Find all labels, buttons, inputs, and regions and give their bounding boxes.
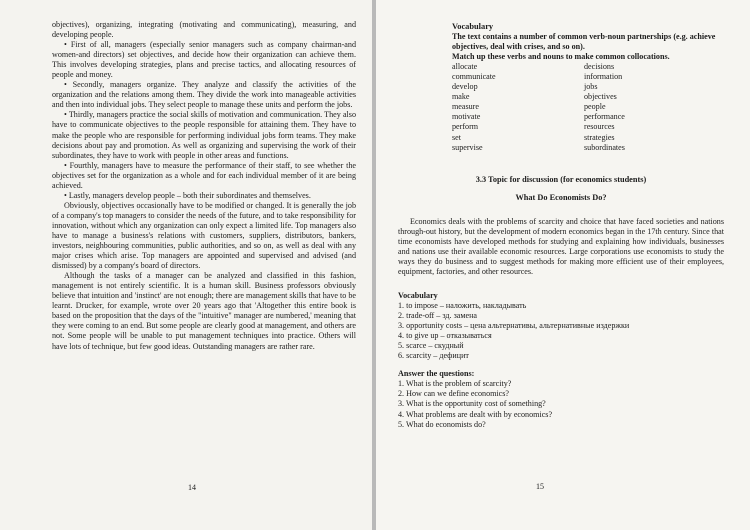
page-number-right: 15: [536, 481, 544, 491]
task-instruction-2: Match up these verbs and nouns to make common collocations.: [452, 52, 670, 62]
noun-item: jobs: [584, 82, 598, 92]
left-page-text: [52, 20, 356, 352]
question-item: 1. What is the problem of scarcity?: [398, 379, 512, 389]
noun-item: people: [584, 102, 606, 112]
noun-item: strategies: [584, 132, 615, 142]
noun-item: objectives: [584, 92, 617, 102]
verb-item: set: [452, 132, 461, 142]
verb-list: [452, 62, 584, 152]
right-page: [376, 0, 750, 530]
vocabulary-item: 6. scarcity – дефицит: [398, 351, 469, 361]
vocabulary-item: 4. to give up – отказываться: [398, 331, 492, 341]
vocabulary-item: 5. scarce – скудный: [398, 341, 464, 351]
verb-item: supervise: [452, 142, 483, 152]
noun-item: information: [584, 72, 623, 82]
paragraph: Obviously, objectives occasionally have to be modified or changed. It is generally the job of a company's top managers to consider the needs of the future, and to take responsibility for innovation, without which any organization can only expect a limited life. Top managers also have to manage a business's relations with customers, suppliers, distributors, bankers, investors, neighbouring communities, public authorities, and so on, as well as deal with any major crises which arise. Top managers are appointed and supervised and advised (and dismissed) by a company's board of directors.: [52, 200, 356, 271]
vocabulary-heading: Vocabulary: [452, 22, 494, 31]
questions-list: [398, 379, 724, 429]
vocabulary-item: 2. trade-off – зд. замена: [398, 311, 477, 321]
paragraph: • Thirdly, managers practice the social skills of motivation and communication. They also have to communicate objectives to the people responsible for attaining them. They have to make the people who are responsible for performing individual jobs form teams. They make decisions about pay and promotion. As well as organizing and supervising the work of their subordinates, they have to work with people in other areas and functions.: [52, 110, 356, 160]
section-subtitle: What Do Economists Do?: [515, 192, 607, 202]
page-number-left: 14: [188, 483, 196, 492]
paragraph: objectives), organizing, integrating (motivating and communicating), measuring, and developing people.: [52, 20, 356, 40]
verb-item: measure: [452, 102, 479, 112]
paragraph: • Fourthly, managers have to measure the performance of their staff, to see whether the objectives set for the organization as a whole and for each individual member of it are being achieved.: [52, 160, 356, 190]
noun-item: subordinates: [584, 142, 625, 152]
verb-item: perform: [452, 122, 479, 132]
task-instruction-1: The text contains a number of common verb-noun partnerships (e.g. achieve objectives, deal with crises, and so on).: [452, 32, 716, 52]
noun-item: performance: [584, 112, 625, 122]
economics-paragraph: Economics deals with the problems of scarcity and choice that have faced societies and nations through-out history, but the development of modern economics began in the 17th century. Since that time economists have developed methods for studying and explaining how individuals, businesses and nations use their available economic resources. Large corporations use economists to study the ways they do business and to suggest methods for making more efficient use of their employees, equipment, factories, and other resources.: [398, 216, 724, 276]
question-item: 5. What do economists do?: [398, 419, 486, 429]
vocabulary-item: 1. to impose – наложить, накладывать: [398, 301, 527, 311]
left-page: [0, 0, 372, 530]
noun-item: decisions: [584, 62, 615, 72]
collocation-columns: [452, 62, 724, 152]
section-title: 3.3 Topic for discussion (for economics students): [475, 174, 647, 184]
answer-heading: Answer the questions:: [398, 369, 475, 379]
question-item: 4. What problems are dealt with by economics?: [398, 409, 553, 419]
vocabulary-list: [398, 301, 724, 361]
verb-item: make: [452, 92, 470, 102]
noun-item: resources: [584, 122, 615, 132]
vocabulary-item: 3. opportunity costs – цена альтернативы, альтернативные издержки: [398, 321, 630, 331]
noun-list: [584, 62, 625, 152]
paragraph: • First of all, managers (especially senior managers such as company chairman-and women-and directors) set objectives, and decide how their organization can achieve them. This involves developing strategies, plans and precise tactics, and allocating resources of people and money.: [52, 40, 356, 80]
paragraph: • Lastly, managers develop people – both their subordinates and themselves.: [64, 190, 311, 200]
question-item: 3. What is the opportunity cost of something?: [398, 399, 546, 409]
verb-item: allocate: [452, 62, 478, 72]
verb-item: communicate: [452, 72, 496, 82]
verb-item: motivate: [452, 112, 481, 122]
question-item: 2. How can we define economics?: [398, 389, 510, 399]
paragraph: • Secondly, managers organize. They analyze and classify the activities of the organization and the relations among them. They divide the work into manageable activities and then into individual jobs. They select people to manage these units and perform the jobs.: [52, 80, 356, 110]
paragraph: Although the tasks of a manager can be analyzed and classified in this fashion, management is not entirely scientific. It is a human skill. Business professors obviously believe that intuition and 'instinct' are not enough; there are management skills that have to be learnt. Drucker, for example, wrote over 20 years ago that 'Altogether this entire book is based on the proposition that the days of the "intuitive" manager are numbered,' meaning that they were coming to an end. But some people are clearly good at management, and others are not. Some people will be unable to put management techniques into practice. Others will have lots of technique, but few good ideas. Outstanding managers are rather rare.: [52, 271, 356, 351]
verb-item: develop: [452, 82, 478, 92]
vocabulary-heading-2: Vocabulary: [398, 290, 438, 300]
